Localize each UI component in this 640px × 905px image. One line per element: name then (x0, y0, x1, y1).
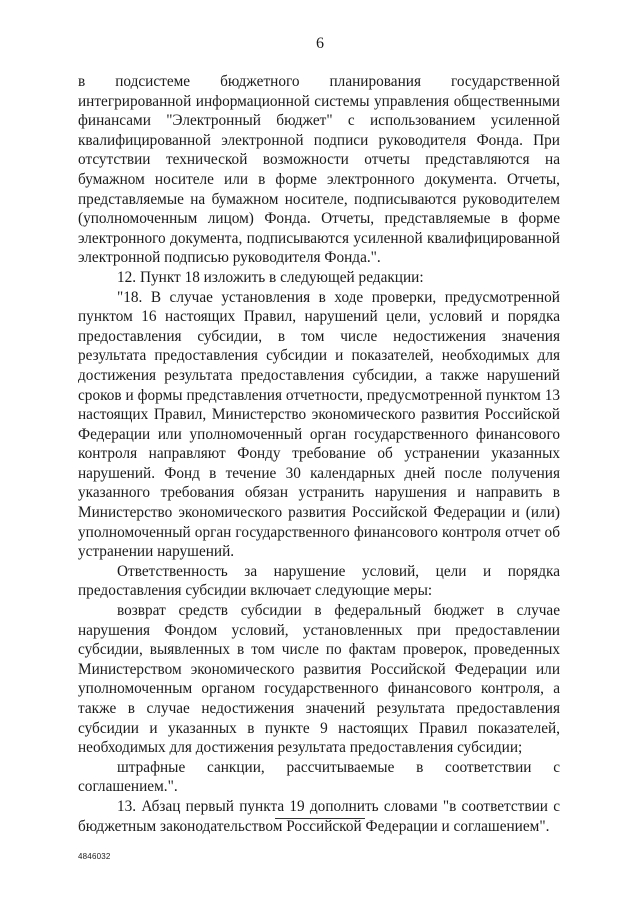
page-number: 6 (316, 35, 324, 52)
paragraph-continuation: в подсистеме бюджетного планирования государственной интегрированной информационной системы управления общественными финансами "Электронный бюджет" с использованием усиленной квалифицированной электронной подписи руководителя Фонда. При отсутствии технической возможности отчеты представляются на бумажном носителе или в форме электронного документа. Отчеты, представляемые на бумажном носителе, подписываются руководителем (уполномоченным лицом) Фонда. Отчеты, представляемые в форме электронного документа, подписываются усиленной квалифицированной электронной подписью руководителя Фонда.". (78, 73, 560, 267)
document-body (78, 72, 560, 836)
paragraph-measure-return: возврат средств субсидии в федеральный бюджет в случае нарушения Фондом условий, установленных при предоставлении субсидии, выявленных в том числе по фактам проверок, проведенных Министерством экономического развития Российской Федерации или уполномоченным органом государственного финансового контроля, а также в случае недостижения значений результата предоставления субсидии и указанных в пункте 9 настоящих Правил показателей, необходимых для достижения результата предоставления субсидии; (78, 602, 560, 757)
separator-line (275, 818, 365, 819)
paragraph-item-18-text: "18. В случае установления в ходе проверки, предусмотренной пунктом 16 настоящих Правил, нарушений цели, условий и порядка предоставления субсидии, в том числе недостижения значения результата предоставления субсидии и показателей, необходимых для достижения результата предоставления субсидии, а также нарушений сроков и формы представления отчетности, предусмотренной пунктом 13 настоящих Правил, Министерство экономического развития Российской Федерации или уполномоченный орган государственного финансового контроля направляют Фонду требование об устранении указанных нарушений. Фонд в течение 30 календарных дней после получения указанного требования обязан устранить нарушения и направить в Министерство экономического развития Российской Федерации и (или) уполномоченный орган государственного финансового контроля отчет об устранении нарушений. (78, 288, 560, 561)
paragraph-responsibility: Ответственность за нарушение условий, цели и порядка предоставления субсидии включает следующие меры: (78, 562, 560, 600)
paragraph-measure-fines: штрафные санкции, рассчитываемые в соответствии с соглашением.". (78, 758, 560, 796)
paragraph-item-13: 13. Абзац первый пункта 19 дополнить словами "в соответствии с бюджетным законодательством Российской Федерации и соглашением". (78, 797, 560, 835)
document-code: 4846032 (78, 852, 111, 861)
paragraph-item-12: 12. Пункт 18 изложить в следующей редакции: (117, 268, 424, 286)
